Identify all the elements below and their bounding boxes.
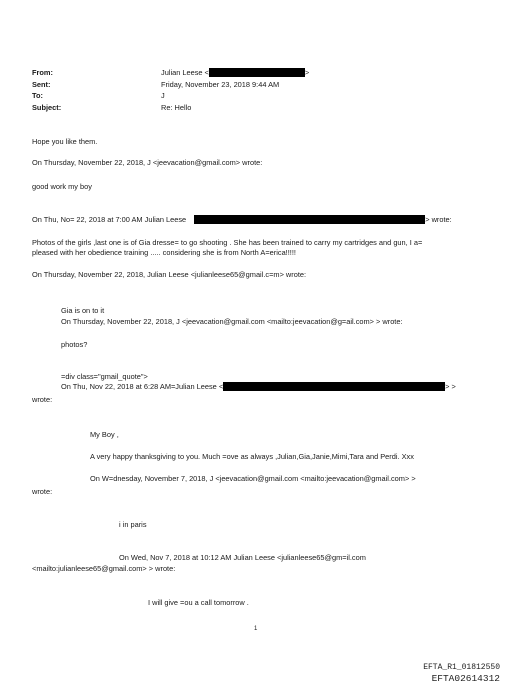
redaction-block	[194, 215, 425, 224]
body-line-redacted	[32, 215, 452, 224]
body-line: On Thursday, November 22, 2018, Julian Leese <julianleese65@gmail.c=m> wrote:	[32, 270, 307, 279]
body-line: pleased with her obedience training ..... considering she is from North A=erica!!!!!	[32, 248, 296, 257]
page-number: 1	[254, 626, 258, 632]
bates-number-2: EFTA02614312	[431, 673, 500, 684]
bates-number-1: EFTA_R1_01812550	[423, 663, 500, 672]
body-line: wrote:	[32, 487, 53, 496]
body-line: <mailto:julianleese65@gmail.com> > wrote:	[32, 564, 176, 573]
body-line: My Boy ,	[90, 430, 119, 439]
quote-attribution: On Thu, No= 22, 2018 at 7:00 AM Julian Leese	[32, 215, 187, 224]
redaction-block	[223, 382, 445, 391]
from-value	[161, 68, 309, 77]
body-line: A very happy thanksgiving to you. Much =ove as always ,Julian,Gia,Janie,Mimi,Tara and Perdi. Xxx	[90, 452, 414, 461]
body-line: photos?	[61, 340, 88, 349]
body-line: On W=dnesday, November 7, 2018, J <jeevacation@gmail.com <mailto:jeevacation@gmail.com> >	[90, 474, 416, 483]
body-line: On Thursday, November 22, 2018, J <jeevacation@gmail.com <mailto:jeevacation@g=ail.com> > wrote:	[61, 317, 403, 326]
sent-label: Sent:	[32, 80, 51, 89]
sent-value: Friday, November 23, 2018 9:44 AM	[161, 80, 280, 89]
from-label: From:	[32, 68, 53, 77]
subject-value: Re: Hello	[161, 103, 192, 112]
subject-label: Subject:	[32, 103, 62, 112]
to-label: To:	[32, 91, 43, 100]
body-line: Gia is on to it	[61, 306, 105, 315]
body-line: On Wed, Nov 7, 2018 at 10:12 AM Julian Leese <julianleese65@gm=il.com	[119, 553, 366, 562]
redaction-block	[209, 68, 305, 77]
body-line-redacted	[61, 382, 456, 391]
body-line: good work my boy	[32, 182, 92, 191]
body-line: I will give =ou a call tomorrow .	[148, 598, 249, 607]
body-line: i in paris	[119, 520, 147, 529]
quote-attribution: On Thu, Nov 22, 2018 at 6:28 AM=Julian Leese <	[61, 382, 224, 391]
body-line: wrote:	[32, 395, 53, 404]
quote-attribution-end: > >	[445, 382, 456, 391]
to-value: J	[161, 91, 165, 100]
quote-attribution-end: > wrote:	[425, 215, 452, 224]
from-tail: >	[304, 68, 310, 77]
body-line: Hope you like them.	[32, 137, 98, 146]
body-line: =div class="gmail_quote">	[61, 372, 148, 381]
body-line: Photos of the girls ,last one is of Gia dresse= to go shooting . She has been trained to carry my cartridges and gun, I a=	[32, 238, 423, 247]
from-name: Julian Leese <	[161, 68, 209, 77]
body-line: On Thursday, November 22, 2018, J <jeevacation@gmail.com> wrote:	[32, 158, 263, 167]
